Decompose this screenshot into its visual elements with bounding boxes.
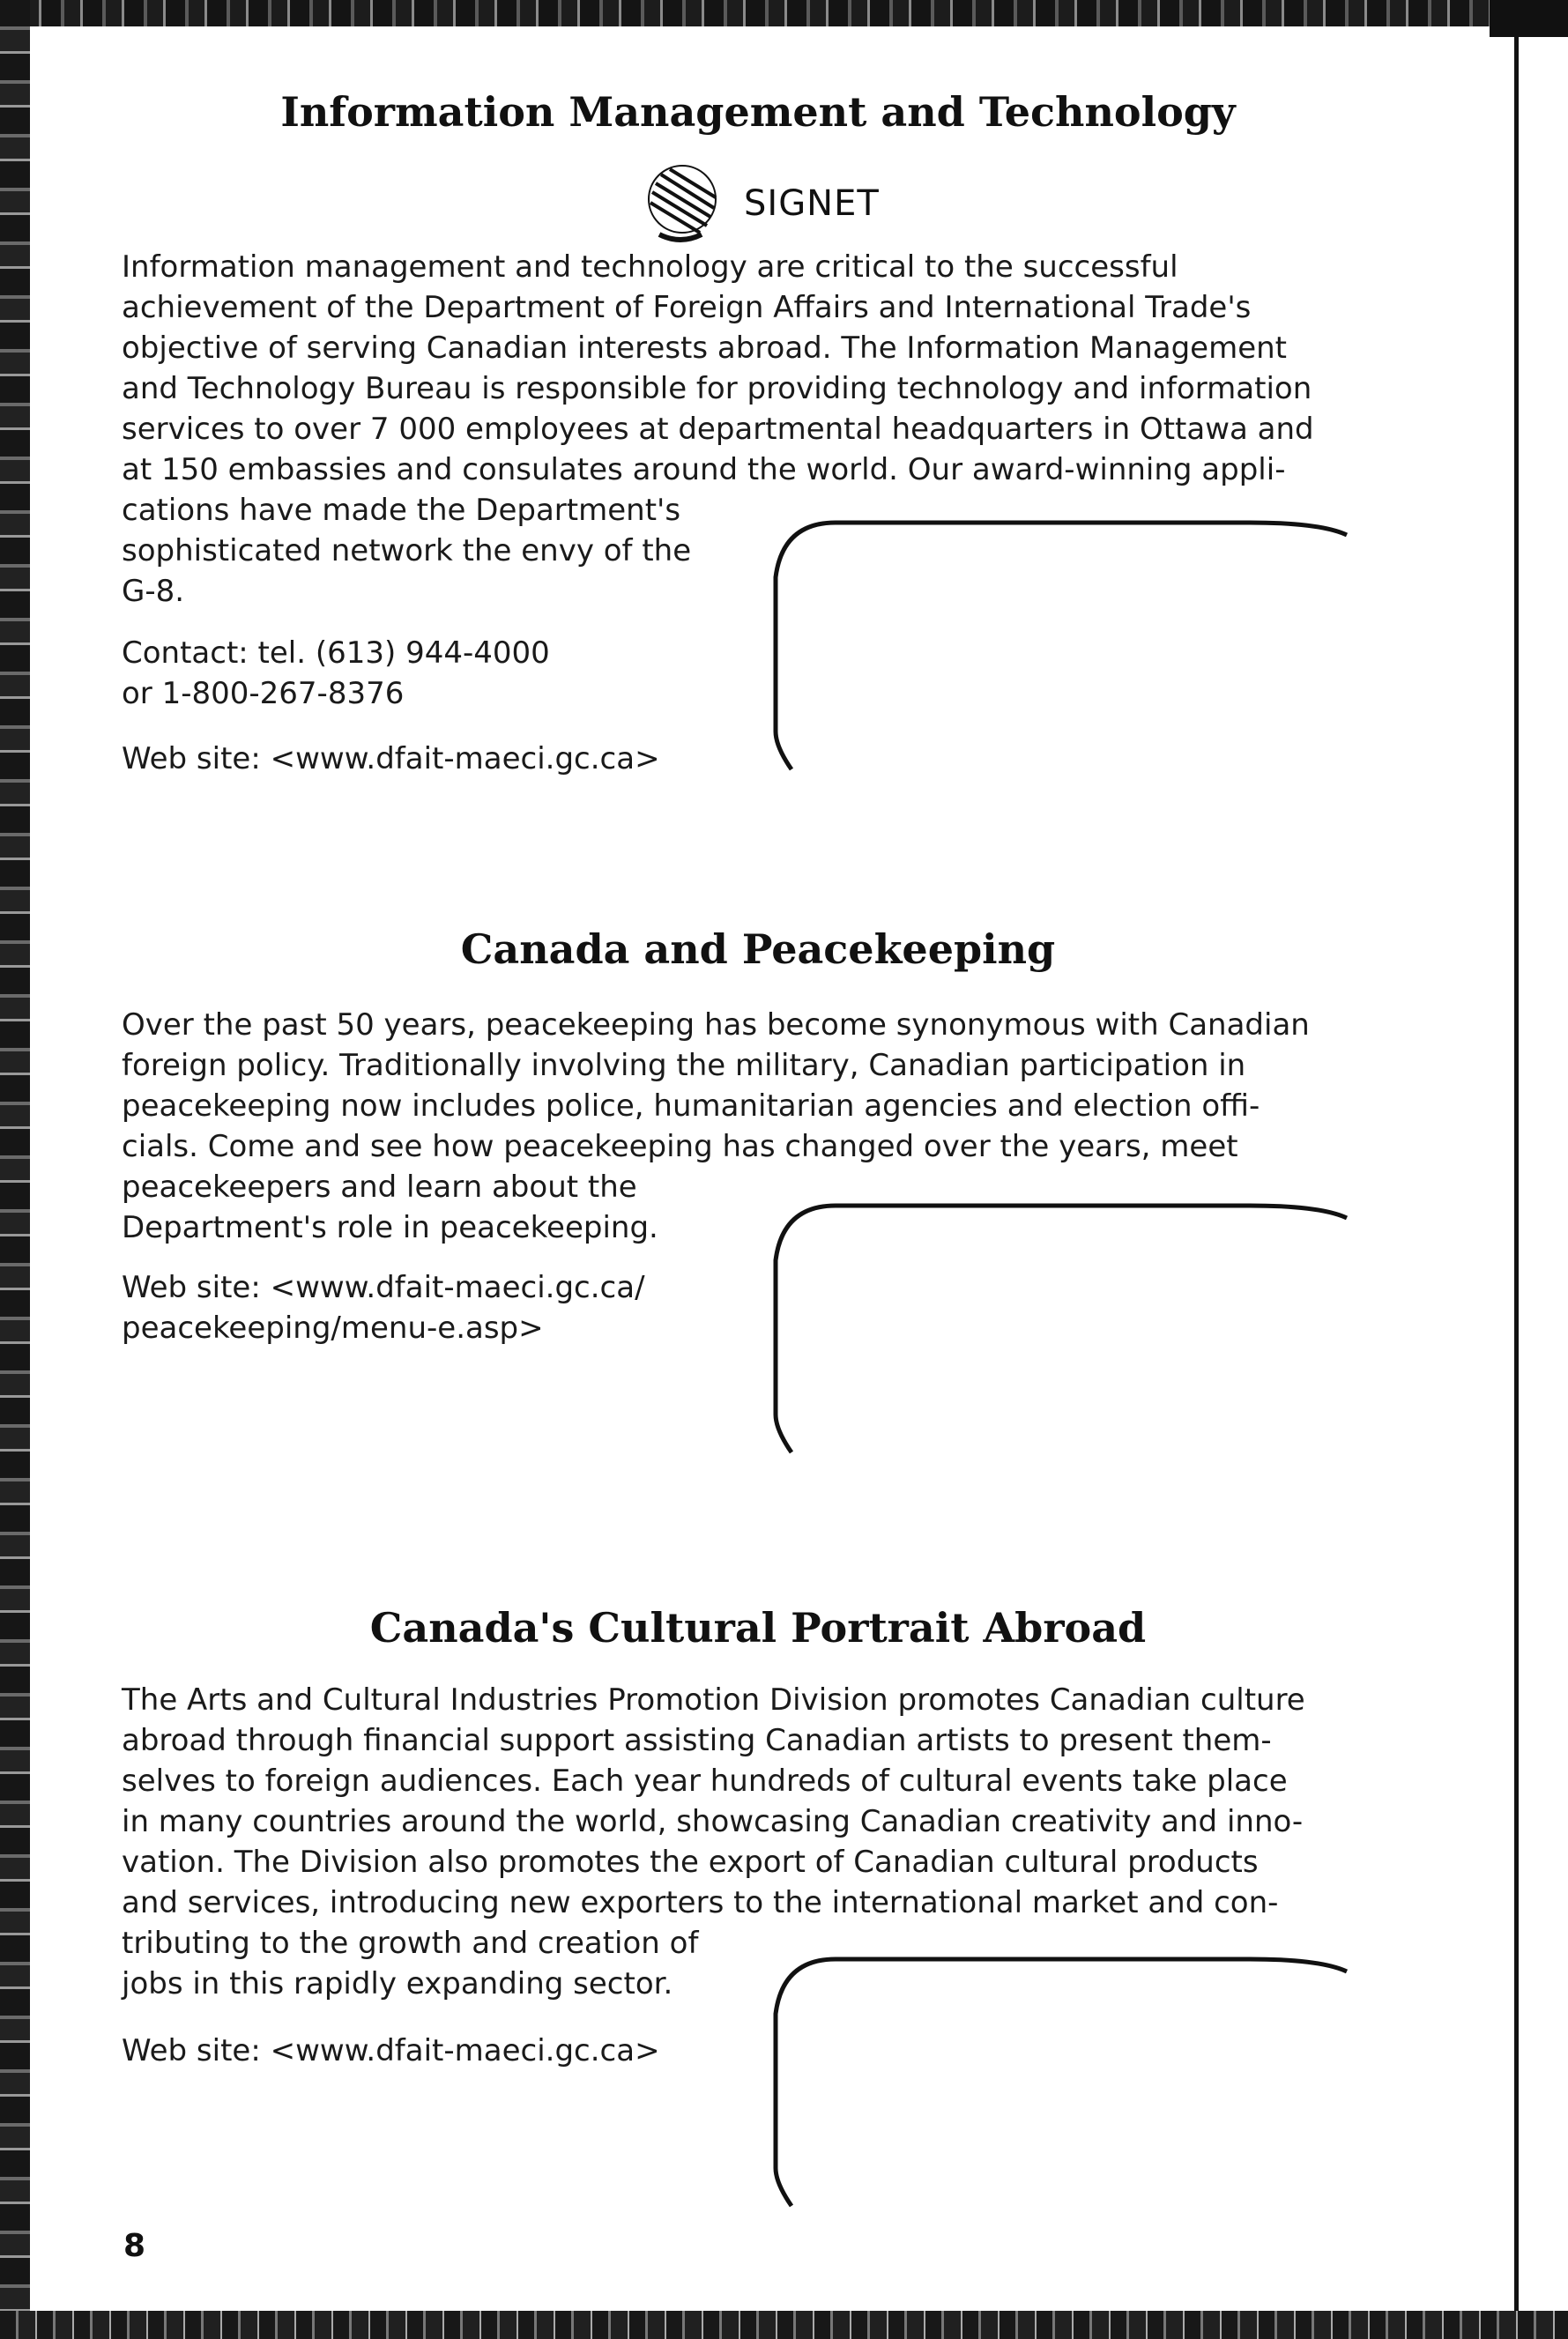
contact-line: or 1-800-267-8376 <box>122 676 405 711</box>
website-line: Web site: <www.dfait-maeci.gc.ca/ <box>122 1270 645 1305</box>
section-title-information-management: Information Management and Technology <box>280 88 1236 136</box>
callout-bracket <box>756 1952 1373 2208</box>
body-line: abroad through financial support assisting Canadian artists to present them- <box>122 1723 1272 1758</box>
body-line: cations have made the Department's <box>122 493 681 528</box>
scan-edge-top <box>0 0 1568 26</box>
body-line: G-8. <box>122 574 185 609</box>
callout-bracket <box>756 1199 1373 1454</box>
body-line: achievement of the Department of Foreign Affairs and International Trade's <box>122 290 1252 325</box>
website-line: Web site: <www.dfait-maeci.gc.ca> <box>122 741 660 776</box>
body-line: Department's role in peacekeeping. <box>122 1210 658 1245</box>
body-line: jobs in this rapidly expanding sector. <box>122 1966 673 2001</box>
body-line: in many countries around the world, showcasing Canadian creativity and inno- <box>122 1804 1304 1839</box>
body-line: and services, introducing new exporters to the international market and con- <box>122 1885 1279 1920</box>
body-line: at 150 embassies and consulates around the world. Our award-winning appli- <box>122 452 1286 487</box>
body-line: selves to foreign audiences. Each year hundreds of cultural events take place <box>122 1764 1288 1799</box>
body-line: The Arts and Cultural Industries Promotion Division promotes Canadian culture <box>122 1682 1305 1718</box>
body-line: sophisticated network the envy of the <box>122 533 692 568</box>
scan-edge-corner <box>1490 0 1568 37</box>
contact-line: Contact: tel. (613) 944-4000 <box>122 635 550 671</box>
body-line: objective of serving Canadian interests abroad. The Information Management <box>122 330 1288 366</box>
body-line: peacekeeping now includes police, humanitarian agencies and election offi- <box>122 1088 1260 1124</box>
signet-logo <box>629 159 920 247</box>
section-title-cultural-portrait: Canada's Cultural Portrait Abroad <box>369 1604 1147 1652</box>
body-line: foreign policy. Traditionally involving the military, Canadian participation in <box>122 1048 1246 1083</box>
website-line: Web site: <www.dfait-maeci.gc.ca> <box>122 2033 660 2068</box>
body-line: peacekeepers and learn about the <box>122 1170 637 1205</box>
scan-edge-left <box>0 0 30 2339</box>
website-line: peacekeeping/menu-e.asp> <box>122 1311 544 1346</box>
page-number: 8 <box>123 2228 146 2264</box>
body-line: vation. The Division also promotes the export of Canadian cultural products <box>122 1845 1259 1880</box>
body-line: and Technology Bureau is responsible for providing technology and information <box>122 371 1312 406</box>
section-title-peacekeeping: Canada and Peacekeeping <box>460 925 1056 973</box>
callout-bracket <box>756 516 1373 771</box>
page-border-right <box>1514 26 1568 2311</box>
signet-logo-text: SIGNET <box>744 183 880 224</box>
body-line: services to over 7 000 employees at departmental headquarters in Ottawa and <box>122 412 1314 447</box>
body-line: cials. Come and see how peacekeeping has changed over the years, meet <box>122 1129 1238 1164</box>
signet-swirl-icon <box>629 159 735 247</box>
scan-edge-bottom <box>0 2311 1568 2339</box>
body-line: tributing to the growth and creation of <box>122 1926 699 1961</box>
body-line: Over the past 50 years, peacekeeping has become synonymous with Canadian <box>122 1007 1310 1043</box>
body-line: Information management and technology are critical to the successful <box>122 249 1178 285</box>
